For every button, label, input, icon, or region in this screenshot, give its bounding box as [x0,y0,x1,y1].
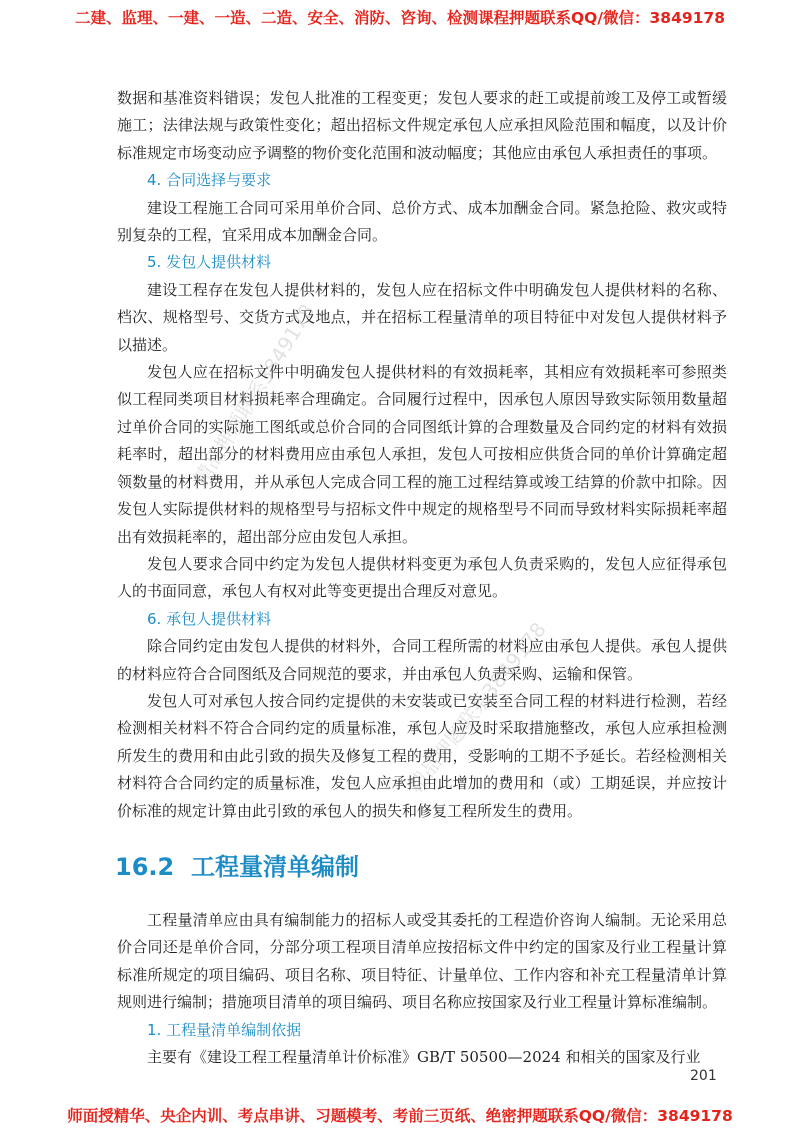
paragraph-contract-selection: 建设工程施工合同可采用单价合同、总价方式、成本加酬金合同。紧急抢险、救灾或特别复杂的工程，宜采用成本加酬金合同。 [117,198,727,245]
section-number: 16.2 [115,852,175,881]
subheading-boq-basis: 1. 工程量清单编制依据 [147,1020,302,1039]
section-heading [115,847,727,887]
paragraph-contractor-materials-1: 除合同约定由发包人提供的材料外，合同工程所需的材料应由承包人提供。承包人提供的材料应符合合同图纸及合同规范的要求，并由承包人负责采购、运输和保管。 [117,637,727,683]
subheading-contractor-materials: 6. 承包人提供材料 [147,609,272,628]
page-content [117,85,727,1071]
page-number: 201 [690,1068,717,1084]
paragraph-boq-preparation: 工程量清单应由具有编制能力的招标人或受其委托的工程造价咨询人编制。无论采用总价合同还是单价合同，分部分项工程项目清单应按招标文件中约定的国家及行业工程量计算标准所规定的项目编码、项目名称、项目特征、计量单位、工作内容和补充工程量清单计算规则进行编制；措施项目清单的项目编码、项目名称应按国家及行业工程量计算标准编制。 [117,910,727,1012]
paragraph-employer-materials-1: 建设工程存在发包人提供材料的，发包人应在招标文件中明确发包人提供材料的名称、档次、规格型号、交货方式及地点，并在招标工程量清单的项目特征中对发包人提供材料予以描述。 [117,280,727,354]
paragraph-boq-basis: 主要有《建设工程工程量清单计价标准》GB/T 50500—2024 和相关的国家及行业 [147,1048,701,1066]
paragraph-employer-materials-3: 发包人要求合同中约定为发包人提供材料变更为承包人负责采购的，发包人应征得承包人的书面同意，承包人有权对此等变更提出合理反对意见。 [117,554,727,601]
paragraph-employer-materials-2: 发包人应在招标文件中明确发包人提供材料的有效损耗率，其相应有效损耗率可参照类似工程同类项目材料损耗率合理确定。合同履行过程中，因承包人原因导致实际领用数量超过单价合同的实际施工图纸或总价合同的合同图纸计算的合理数量及合同约定的材料有效损耗率时，超出部分的材料费用应由承包人承担，发包人可按相应供货合同的单价计算确定超领数量的材料费用，并从承包人完成合同工程的施工过程结算或竣工结算的价款中扣除。因发包人实际提供材料的规格型号与招标文件中规定的规格型号不同而导致材料实际损耗率超出有效损耗率的，超出部分应由发包人承担。 [117,363,727,546]
subheading-contract-selection: 4. 合同选择与要求 [147,171,272,190]
watermark: 精品押题联系3849178 [403,617,551,798]
watermark: 精品押题联系3849178 [188,299,320,490]
top-promo-banner: 二建、监理、一建、一造、二造、安全、消防、咨询、检测课程押题联系QQ/微信：3849178 [74,9,725,27]
subheading-employer-materials: 5. 发包人提供材料 [147,253,272,272]
paragraph-risk-items: 数据和基准资料错误；发包人批准的工程变更；发包人要求的赶工或提前竣工及停工或暂缓施工；法律法规与政策性变化；超出招标文件规定承包人应承担风险范围和幅度，以及计价标准规定市场变动应予调整的物价变化范围和波动幅度；其他应由承包人承担责任的事项。 [117,89,727,162]
section-title: 工程量清单编制 [191,852,359,881]
bottom-promo-banner: 师面授精华、央企内训、考点串讲、习题模考、考前三页纸、绝密押题联系QQ/微信：3849178 [67,1107,733,1125]
paragraph-contractor-materials-2: 发包人可对承包人按合同约定提供的未安装或已安装至合同工程的材料进行检测，若经检测相关材料不符合合同约定的质量标准，承包人应及时采取措施整改，承包人应承担检测所发生的费用和由此引致的损失及修复工程的费用，受影响的工期不予延长。若经检测相关材料符合合同约定的质量标准，发包人应承担由此增加的费用和（或）工期延误，并应按计价标准的规定计算由此引致的承包人的损失和修复工程所发生的费用。 [117,691,727,820]
